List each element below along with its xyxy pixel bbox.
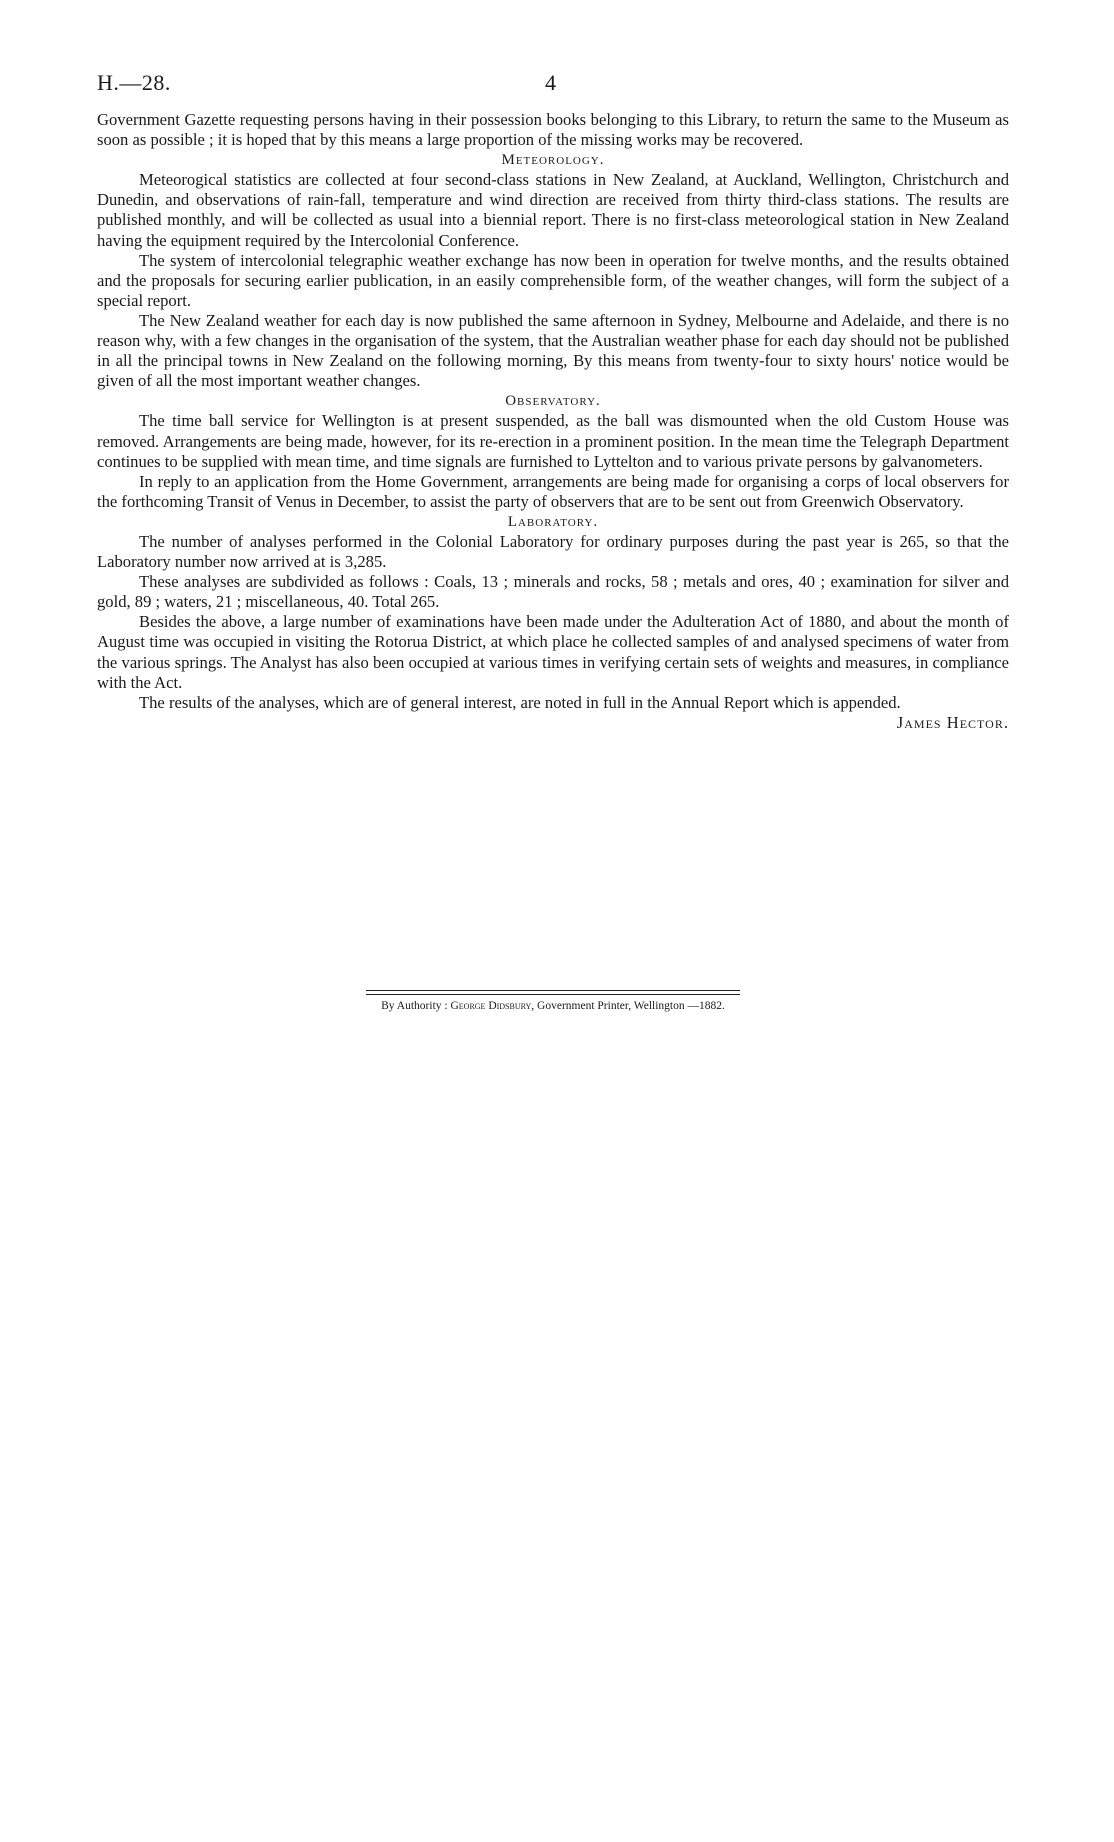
observatory-paragraph-2: In reply to an application from the Home Government, arrangements are being made for organising a corps of local observers for the forthcoming Transit of Venus in December, to assist the party of observers that are to be sent out from Greenwich Observatory. <box>97 471 1009 511</box>
laboratory-paragraph-3: Besides the above, a large number of examinations have been made under the Adulteration Act of 1880, and about the month of August time was occupied in visiting the Rotorua District, at which place he collected samples of and analysed specimens of water from the various springs. The Analyst has also been occupied at various times in verifying certain sets of weights and measures, in compliance with the Act. <box>97 612 1009 692</box>
laboratory-heading: Laboratory. <box>507 513 599 530</box>
laboratory-paragraph-2: These analyses are subdivided as follows : Coals, 13 ; minerals and rocks, 58 ; metals and ores, 40 ; examination for silver and gold, 89 ; waters, 21 ; miscellaneous, 40. Total 265. <box>97 572 1009 612</box>
signature: James Hector. <box>896 712 1009 732</box>
imprint-prefix: By Authority : <box>381 1000 451 1012</box>
observatory-paragraph-1: The time ball service for Wellington is at present suspended, as the ball was dismounted when the old Custom House was removed. Arrangements are being made, however, for its re-erection in a prominent position. In the mean time the Telegraph Department continues to be supplied with mean time, and time signals are furnished to Lyttelton and to various private persons by galvanometers. <box>97 411 1009 471</box>
body-text <box>97 110 1009 733</box>
footer-rule-second <box>366 994 740 995</box>
observatory-heading: Observatory. <box>505 393 601 410</box>
imprint-printer: George Didsbury <box>450 1000 532 1012</box>
document-reference: H.—28. <box>97 70 171 95</box>
meteorology-paragraph-3: The New Zealand weather for each day is now published the same afternoon in Sydney, Melbourne and Adelaide, and there is no reason why, with a few changes in the organisation of the system, that the Australian weather phase for each day should not be published in all the principal towns in New Zealand on the following morning, By this means from twenty-four to sixty hours' notice would be given of all the most important weather changes. <box>97 310 1009 391</box>
laboratory-paragraph-4: The results of the analyses, which are of general interest, are noted in full in the Annual Report which is appended. <box>139 692 901 712</box>
laboratory-paragraph-1: The number of analyses performed in the Colonial Laboratory for ordinary purposes during the past year is 265, so that the Laboratory number now arrived at is 3,285. <box>97 531 1009 572</box>
meteorology-paragraph-1: Meteorogical statistics are collected at four second-class stations in New Zealand, at Auckland, Wellington, Christchurch and Dunedin, and observations of rain-fall, temperature and wind direction are received from thirty third-class stations. The results are published monthly, and will be collected as usual into a biennial report. There is no first-class meteorological station in New Zealand having the equipment required by the Intercolonial Conference. <box>97 170 1009 250</box>
footer-rule <box>366 990 740 991</box>
page-number: 4 <box>545 70 556 95</box>
printer-imprint <box>97 1000 1009 1012</box>
library-continuation-paragraph: Government Gazette requesting persons having in their possession books belonging to this Library, to return the same to the Museum as soon as possible ; it is hoped that by this means a large proportion of the missing works may be recovered. <box>97 110 1009 150</box>
page-header <box>97 70 1009 100</box>
meteorology-paragraph-2: The system of intercolonial telegraphic weather exchange has now been in operation for twelve months, and the results obtained and the proposals for securing earlier publication, in an easily comprehensible form, of the weather changes, will form the subject of a special report. <box>97 250 1009 310</box>
imprint-suffix: , Government Printer, Wellington —1882. <box>531 1000 725 1012</box>
meteorology-heading: Meteorology. <box>501 152 605 169</box>
